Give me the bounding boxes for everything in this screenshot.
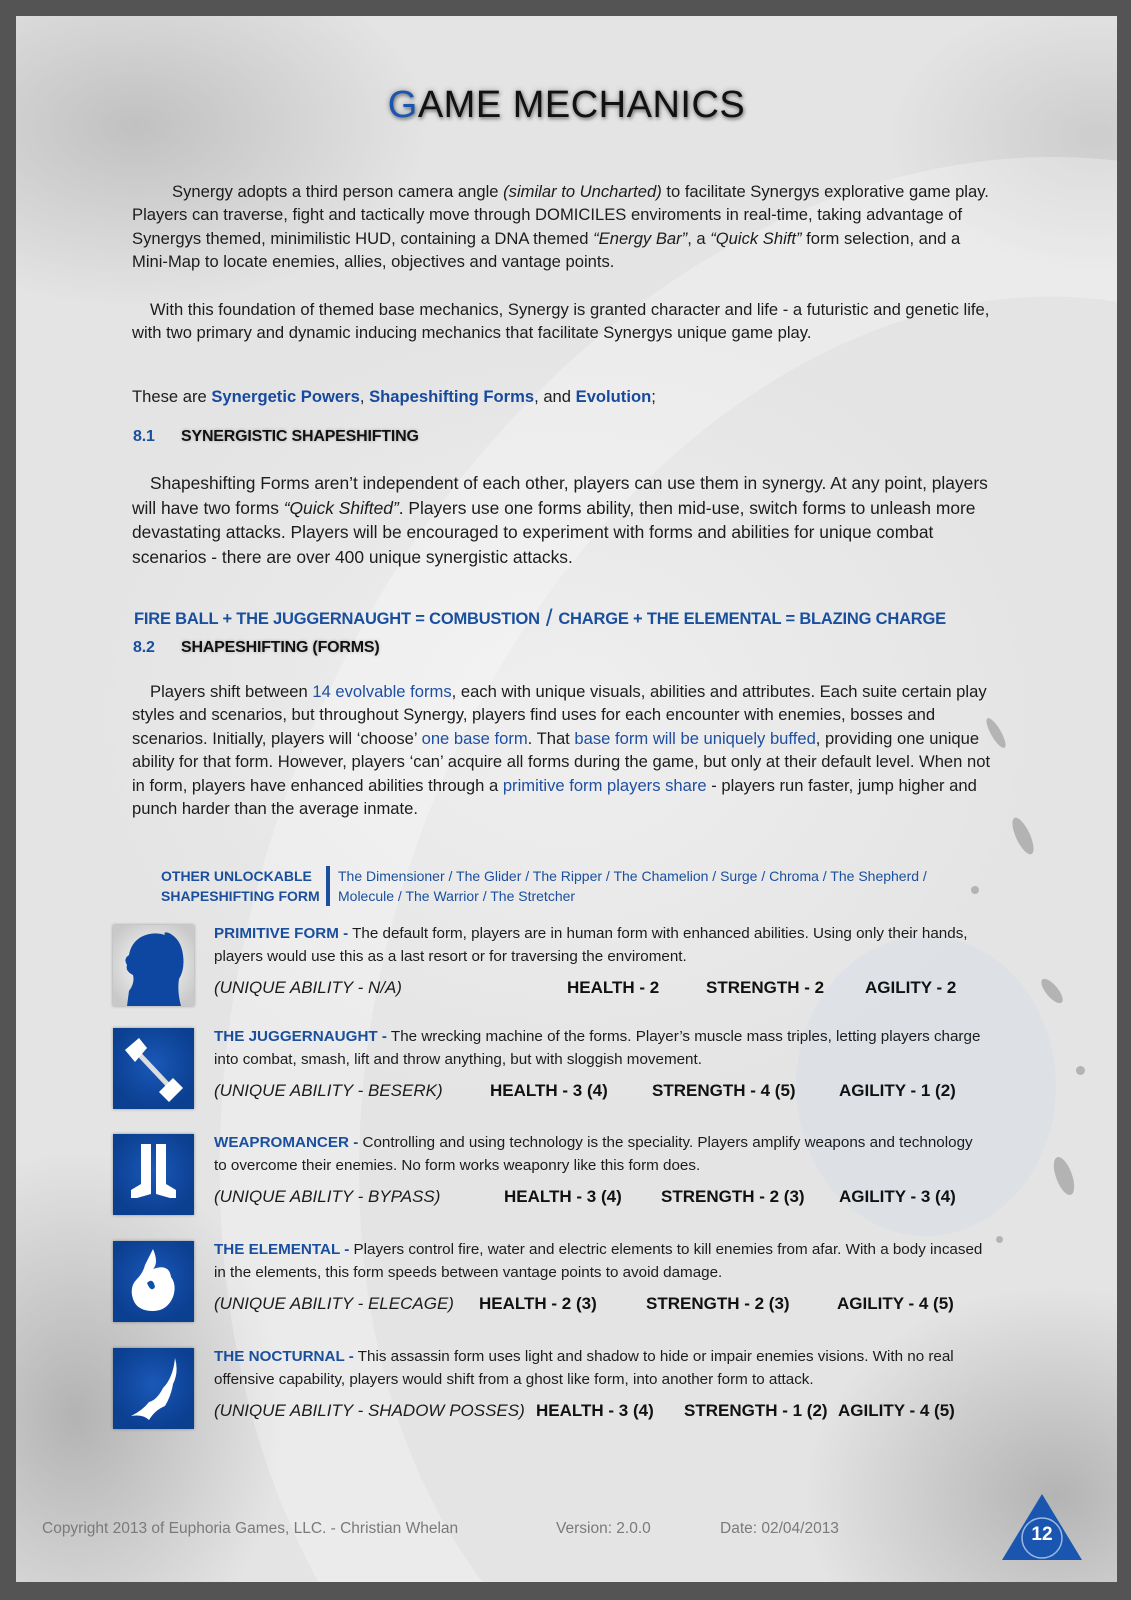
section-title: SYNERGISTIC SHAPESHIFTING bbox=[181, 428, 419, 445]
form-name: THE ELEMENTAL - bbox=[214, 1241, 350, 1258]
label-line-2: SHAPESHIFTING FORM bbox=[161, 888, 320, 904]
ink-splatter bbox=[1008, 815, 1038, 857]
text: , a bbox=[687, 228, 711, 248]
page-title bbox=[16, 84, 1117, 127]
combo-left: FIRE BALL + THE JUGGERNAUGHT = COMBUSTION bbox=[134, 610, 540, 628]
ink-splatter bbox=[1038, 976, 1066, 1007]
form-stats bbox=[214, 978, 964, 1002]
text-italic: “Quick Shift” bbox=[710, 228, 802, 248]
stat-health: HEALTH - 3 (4) bbox=[504, 1187, 622, 1206]
text: The wrecking machine of the forms. Player’s muscle mass triples, letting players charge into combat, smash, lift and throw anything, but with sloggish movement. bbox=[214, 1028, 981, 1068]
intro-paragraph-2 bbox=[132, 298, 992, 345]
stat-strength: STRENGTH - 1 (2) bbox=[684, 1401, 828, 1420]
stat-agility: AGILITY - 4 (5) bbox=[838, 1401, 955, 1420]
highlight-base-form-buffed: base form will be uniquely buffed bbox=[574, 728, 816, 748]
form-row-weapromancer bbox=[113, 1134, 993, 1218]
unlockable-label bbox=[161, 866, 321, 906]
flame-icon bbox=[113, 1241, 194, 1322]
title-rest: AME MECHANICS bbox=[417, 84, 746, 126]
text: With this foundation of themed base mechanics, Synergy is granted character and life - a futuristic and genetic life, with two primary and dynamic inducing mechanics that facilitate Synergys unique game play. bbox=[132, 300, 990, 343]
form-description bbox=[214, 1026, 984, 1071]
form-row-primitive bbox=[113, 925, 993, 1009]
form-row-juggernaught bbox=[113, 1028, 993, 1112]
text: Players shift between bbox=[150, 682, 313, 701]
text: to facilitate Synergys explorative game play. Players can traverse, fight and tactically move through DOMICILES enviroments in real-time, taking advantage of Synergys themed, minimilistic HUD, containing a DNA themed bbox=[132, 182, 989, 248]
stat-strength: STRENGTH - 2 (3) bbox=[646, 1294, 790, 1313]
form-stats bbox=[214, 1187, 964, 1211]
section-title: SHAPESHIFTING (FORMS) bbox=[181, 639, 380, 656]
synergy-combo-examples bbox=[134, 603, 946, 631]
text: Players control fire, water and electric elements to kill enemies from afar. With a body incased in the elements, this form speeds between vantage points to avoid damage. bbox=[214, 1241, 983, 1281]
section-heading-8-1 bbox=[133, 428, 419, 446]
form-description bbox=[214, 923, 984, 968]
text: , and bbox=[534, 387, 576, 406]
form-row-elemental bbox=[113, 1241, 993, 1325]
section-heading-8-2 bbox=[133, 639, 379, 657]
link-shapeshifting-forms[interactable]: Shapeshifting Forms bbox=[369, 387, 535, 406]
form-stats bbox=[214, 1401, 964, 1425]
bat-icon bbox=[113, 1348, 194, 1429]
form-name: PRIMITIVE FORM - bbox=[214, 925, 349, 942]
twin-pistols-icon bbox=[113, 1134, 194, 1215]
unique-ability: (UNIQUE ABILITY - N/A) bbox=[214, 978, 402, 997]
text-italic: “Energy Bar” bbox=[593, 228, 688, 248]
combo-right: CHARGE + THE ELEMENTAL = BLAZING CHARGE bbox=[558, 610, 946, 628]
text: The default form, players are in human form with enhanced abilities. Using only their hands, players would use this as a last resort or for traversing the enviroment. bbox=[214, 925, 968, 965]
ink-splatter bbox=[1076, 1066, 1085, 1075]
unique-ability: (UNIQUE ABILITY - SHADOW POSSES) bbox=[214, 1401, 525, 1420]
text-italic: “Quick Shifted” bbox=[283, 497, 399, 518]
text: - players run faster, jump higher and punch harder than the average inmate. bbox=[132, 775, 977, 819]
form-stats bbox=[214, 1294, 964, 1318]
document-page bbox=[16, 16, 1117, 1582]
callout-divider bbox=[326, 866, 330, 906]
ink-splatter bbox=[971, 886, 979, 894]
ink-splatter bbox=[1050, 1154, 1079, 1197]
ink-splatter bbox=[996, 1236, 1003, 1243]
stat-agility: AGILITY - 4 (5) bbox=[837, 1294, 954, 1313]
stat-agility: AGILITY - 3 (4) bbox=[839, 1187, 956, 1206]
text: Synergy adopts a third person camera angle bbox=[172, 182, 504, 201]
highlight-one-base-form: one base form bbox=[421, 728, 528, 748]
intro-paragraph-1 bbox=[132, 180, 992, 274]
text: , bbox=[359, 387, 370, 406]
page-number-badge bbox=[1002, 1494, 1082, 1560]
form-description bbox=[214, 1346, 984, 1391]
unique-ability: (UNIQUE ABILITY - BESERK) bbox=[214, 1081, 443, 1100]
intro-paragraph-3 bbox=[132, 385, 992, 408]
text: These are bbox=[132, 387, 212, 406]
unlockable-list: The Dimensioner / The Glider / The Ripper / The Chamelion / Surge / Chroma / The Shepherd / Molecule / The Warrior / The Stretcher bbox=[338, 868, 927, 904]
text: , providing one unique ability for that form. However, players ‘can’ acquire all forms during the game, but only at their default level. When not in form, players have enhanced abilities through a bbox=[132, 728, 991, 795]
form-description bbox=[214, 1239, 984, 1284]
form-name: THE NOCTURNAL - bbox=[214, 1348, 354, 1365]
label-line-1: OTHER UNLOCKABLE bbox=[161, 868, 312, 884]
dumbbell-icon bbox=[113, 1028, 194, 1109]
human-silhouette-icon bbox=[113, 925, 194, 1006]
stat-strength: STRENGTH - 2 (3) bbox=[661, 1187, 805, 1206]
text: , each with unique visuals, abilities and attributes. Each suite certain play styles and scenarios, but throughout Synergy, players find uses for each encounter with enemies, bosses and scenarios. Initially, players will ‘choose’ bbox=[132, 682, 987, 748]
stat-strength: STRENGTH - 2 bbox=[706, 978, 825, 997]
text: . Players use one forms ability, then mid-use, switch forms to unleash more devastating attacks. Players will be encouraged to experiment with forms and abilities for unique combat scenarios - there are over 400 unique synergistic attacks. bbox=[132, 497, 976, 567]
highlight-evolvable-forms: 14 evolvable forms bbox=[312, 682, 452, 701]
text: Shapeshifting Forms aren’t independent of each other, players can use them in synergy. At any point, players will have two forms bbox=[132, 473, 988, 518]
form-row-nocturnal bbox=[113, 1348, 993, 1432]
stat-health: HEALTH - 2 (3) bbox=[479, 1294, 597, 1313]
text: ; bbox=[651, 387, 656, 406]
stat-health: HEALTH - 2 bbox=[567, 978, 660, 997]
title-first-letter: G bbox=[387, 84, 418, 126]
link-evolution[interactable]: Evolution bbox=[575, 387, 652, 406]
text-italic: (similar to Uncharted) bbox=[503, 182, 662, 201]
text: This assassin form uses light and shadow to hide or impair enemies visions. With no real offensive capability, players would shift from a ghost like form, into another form to attack. bbox=[214, 1348, 954, 1388]
text: Controlling and using technology is the speciality. Players amplify weapons and technology to overcome their enemies. No form works weaponry like this form does. bbox=[214, 1134, 973, 1174]
form-name: WEAPROMANCER - bbox=[214, 1134, 359, 1151]
stat-health: HEALTH - 3 (4) bbox=[490, 1081, 608, 1100]
unlockable-forms-callout bbox=[161, 866, 928, 906]
text: form selection, and a Mini-Map to locate enemies, allies, objectives and vantage points. bbox=[132, 228, 961, 272]
combo-separator: / bbox=[545, 605, 553, 632]
section-number: 8.1 bbox=[133, 428, 155, 445]
stat-health: HEALTH - 3 (4) bbox=[536, 1401, 654, 1420]
unique-ability: (UNIQUE ABILITY - ELECAGE) bbox=[214, 1294, 454, 1313]
stat-agility: AGILITY - 1 (2) bbox=[839, 1081, 956, 1100]
unique-ability: (UNIQUE ABILITY - BYPASS) bbox=[214, 1187, 441, 1206]
link-synergetic-powers[interactable]: Synergetic Powers bbox=[211, 387, 360, 406]
stat-strength: STRENGTH - 4 (5) bbox=[652, 1081, 796, 1100]
section-8-2-paragraph bbox=[132, 680, 1002, 820]
section-8-1-paragraph bbox=[132, 471, 992, 569]
form-stats bbox=[214, 1081, 964, 1105]
section-number: 8.2 bbox=[133, 639, 155, 656]
footer-version: Version: 2.0.0 bbox=[556, 1520, 651, 1537]
page-number: 12 bbox=[1031, 1524, 1053, 1545]
form-name: THE JUGGERNAUGHT - bbox=[214, 1028, 387, 1045]
text: . That bbox=[527, 728, 575, 748]
stat-agility: AGILITY - 2 bbox=[865, 978, 957, 997]
form-description bbox=[214, 1132, 984, 1177]
footer-copyright: Copyright 2013 of Euphoria Games, LLC. - Christian Whelan bbox=[42, 1520, 459, 1537]
highlight-primitive-form: primitive form players share bbox=[502, 775, 707, 795]
footer-date: Date: 02/04/2013 bbox=[720, 1520, 839, 1537]
